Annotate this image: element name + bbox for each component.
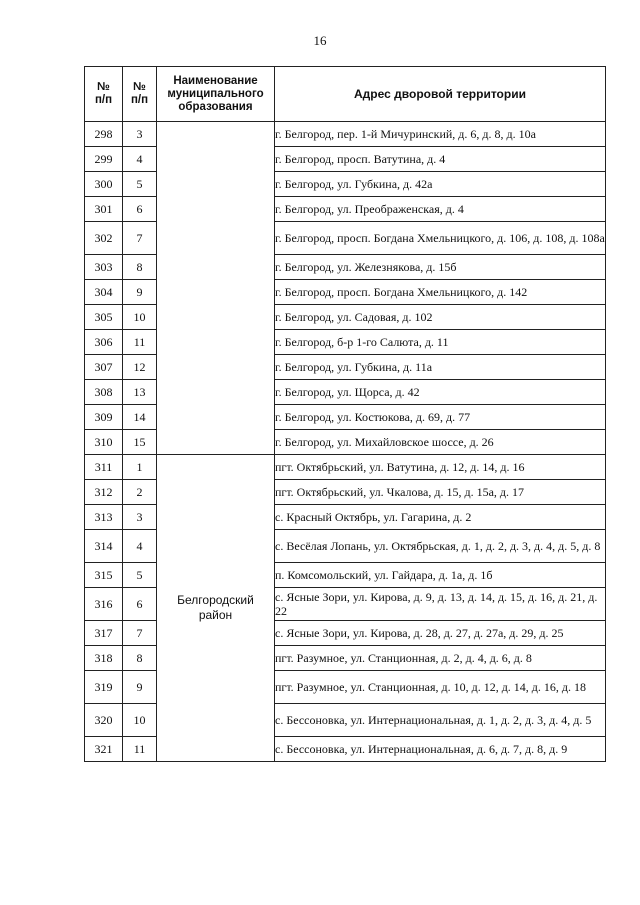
row-number: 310 [85,430,123,455]
address-cell: с. Ясные Зори, ул. Кирова, д. 9, д. 13, д. 14, д. 15, д. 16, д. 21, д. 22 [275,588,606,621]
address-cell: г. Белгород, б-р 1-го Салюта, д. 11 [275,330,606,355]
row-sub-number: 5 [123,172,157,197]
row-number: 319 [85,671,123,704]
address-cell: г. Белгород, ул. Костюкова, д. 69, д. 77 [275,405,606,430]
address-cell: пгт. Октябрьский, ул. Чкалова, д. 15, д. 15а, д. 17 [275,480,606,505]
address-cell: с. Ясные Зори, ул. Кирова, д. 28, д. 27, д. 27а, д. 29, д. 25 [275,621,606,646]
row-number: 320 [85,704,123,737]
address-cell: с. Красный Октябрь, ул. Гагарина, д. 2 [275,505,606,530]
header-num: № п/п [85,67,123,122]
table-row [85,122,606,147]
row-sub-number: 2 [123,480,157,505]
table-header-row [85,67,606,122]
address-cell: г. Белгород, пер. 1-й Мичуринский, д. 6, д. 8, д. 10а [275,122,606,147]
address-cell: п. Комсомольский, ул. Гайдара, д. 1а, д. 1б [275,563,606,588]
row-number: 313 [85,505,123,530]
row-number: 305 [85,305,123,330]
row-sub-number: 4 [123,147,157,172]
row-number: 309 [85,405,123,430]
address-cell: г. Белгород, ул. Губкина, д. 42а [275,172,606,197]
row-sub-number: 9 [123,671,157,704]
row-sub-number: 7 [123,621,157,646]
row-sub-number: 3 [123,505,157,530]
municipality-cell [157,455,275,762]
address-cell: г. Белгород, ул. Железнякова, д. 15б [275,255,606,280]
address-cell: пгт. Разумное, ул. Станционная, д. 10, д. 12, д. 14, д. 16, д. 18 [275,671,606,704]
row-sub-number: 10 [123,305,157,330]
municipality-name-line: район [198,608,233,622]
row-number: 318 [85,646,123,671]
row-sub-number: 11 [123,330,157,355]
row-number: 321 [85,737,123,762]
row-sub-number: 4 [123,530,157,563]
table-row [85,455,606,480]
row-sub-number: 8 [123,646,157,671]
row-sub-number: 1 [123,455,157,480]
row-number: 314 [85,530,123,563]
address-cell: с. Весёлая Лопань, ул. Октябрьская, д. 1, д. 2, д. 3, д. 4, д. 5, д. 8 [275,530,606,563]
row-number: 303 [85,255,123,280]
address-cell: пгт. Октябрьский, ул. Ватутина, д. 12, д. 14, д. 16 [275,455,606,480]
municipality-cell [157,122,275,455]
row-sub-number: 7 [123,222,157,255]
address-cell: г. Белгород, просп. Богдана Хмельницкого, д. 106, д. 108, д. 108а [275,222,606,255]
address-cell: г. Белгород, ул. Садовая, д. 102 [275,305,606,330]
address-cell: пгт. Разумное, ул. Станционная, д. 2, д. 4, д. 6, д. 8 [275,646,606,671]
row-sub-number: 6 [123,197,157,222]
address-cell: г. Белгород, ул. Губкина, д. 11а [275,355,606,380]
page-number: 16 [313,33,327,48]
address-cell: г. Белгород, просп. Богдана Хмельницкого, д. 142 [275,280,606,305]
address-cell: г. Белгород, ул. Преображенская, д. 4 [275,197,606,222]
address-cell: г. Белгород, ул. Щорса, д. 42 [275,380,606,405]
row-sub-number: 8 [123,255,157,280]
row-number: 298 [85,122,123,147]
address-cell: с. Бессоновка, ул. Интернациональная, д. 1, д. 2, д. 3, д. 4, д. 5 [275,704,606,737]
row-sub-number: 9 [123,280,157,305]
row-number: 300 [85,172,123,197]
row-number: 312 [85,480,123,505]
row-number: 304 [85,280,123,305]
row-sub-number: 11 [123,737,157,762]
row-number: 299 [85,147,123,172]
address-cell: г. Белгород, просп. Ватутина, д. 4 [275,147,606,172]
header-municipality: Наименование муниципального образования [157,67,275,122]
table-body [85,122,606,762]
row-number: 316 [85,588,123,621]
row-sub-number: 3 [123,122,157,147]
row-sub-number: 6 [123,588,157,621]
row-number: 308 [85,380,123,405]
row-sub-number: 5 [123,563,157,588]
row-number: 317 [85,621,123,646]
header-address: Адрес дворовой территории [275,67,606,122]
row-sub-number: 10 [123,704,157,737]
row-sub-number: 14 [123,405,157,430]
row-number: 301 [85,197,123,222]
row-number: 306 [85,330,123,355]
row-sub-number: 13 [123,380,157,405]
row-sub-number: 12 [123,355,157,380]
yard-territories-table [84,66,606,762]
row-number: 302 [85,222,123,255]
municipality-name-line: Белгородский [177,593,254,607]
row-number: 315 [85,563,123,588]
row-sub-number: 15 [123,430,157,455]
row-number: 311 [85,455,123,480]
header-sub-num: № п/п [123,67,157,122]
address-cell: с. Бессоновка, ул. Интернациональная, д. 6, д. 7, д. 8, д. 9 [275,737,606,762]
address-cell: г. Белгород, ул. Михайловское шоссе, д. 26 [275,430,606,455]
row-number: 307 [85,355,123,380]
